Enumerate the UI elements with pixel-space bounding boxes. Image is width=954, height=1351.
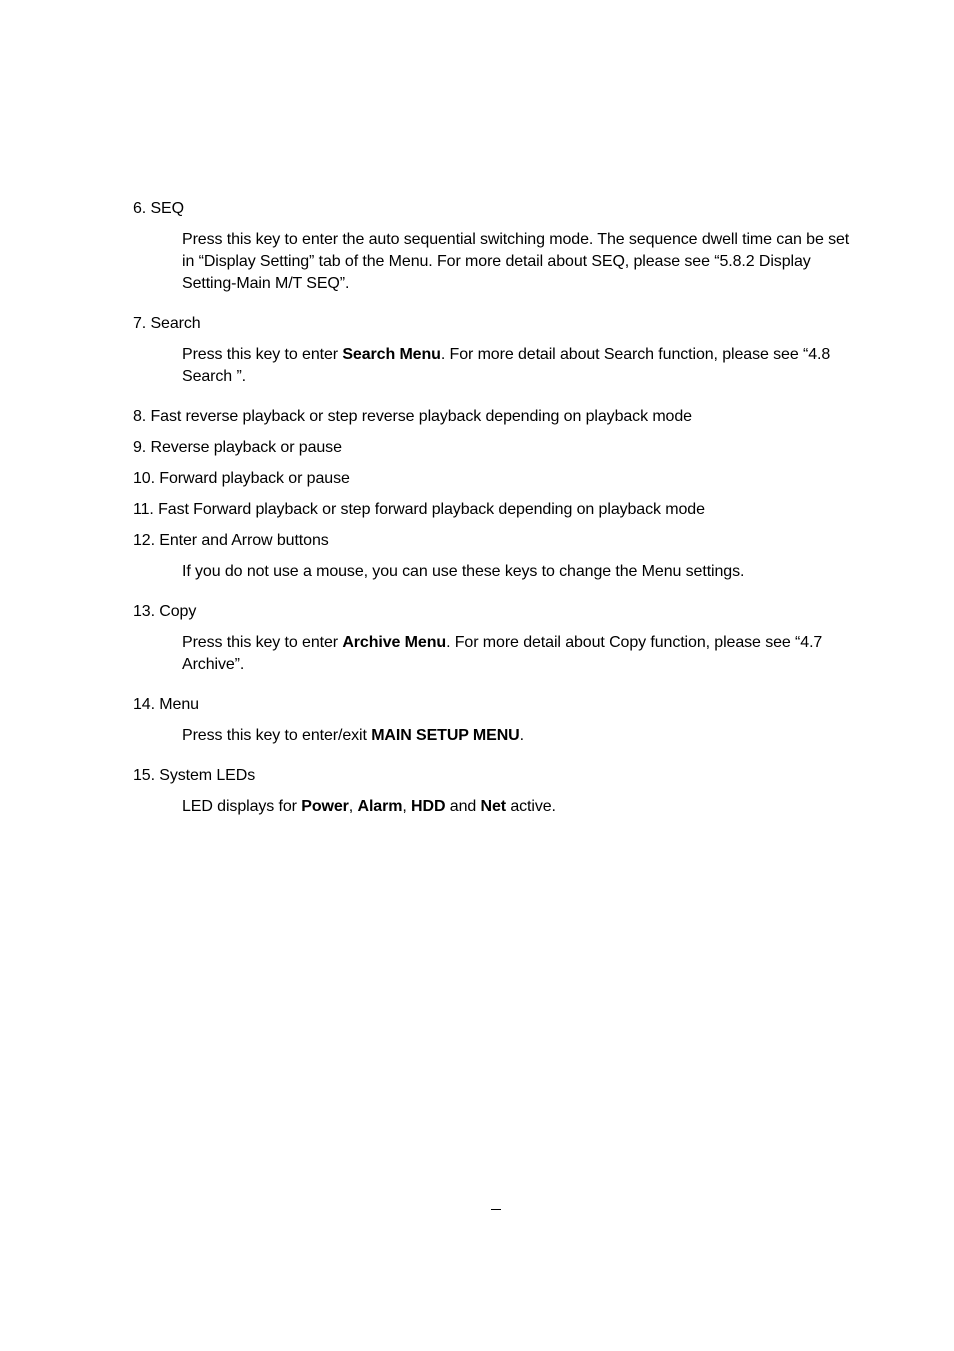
desc-text: Press this key to enter/exit — [182, 727, 372, 744]
item-heading: 6. SEQ — [133, 200, 184, 217]
list-item-seq — [133, 198, 853, 295]
item-description — [182, 632, 854, 676]
desc-bold-text: Power — [301, 798, 349, 815]
list-item-enter-arrow — [133, 530, 853, 583]
list-item-menu — [133, 694, 853, 747]
desc-text: LED displays for — [182, 798, 302, 815]
item-description — [182, 344, 854, 388]
desc-bold-text: Net — [480, 798, 506, 815]
item-heading: 15. System LEDs — [133, 767, 256, 784]
desc-text: Press this key to enter the auto sequential switching mode. The sequence dwell time can be set in “Display Setting” tab of the Menu. For more detail about SEQ, please see “5.8.2 Display Setting-Main M/T SEQ”. — [182, 231, 850, 292]
list-item-fast-forward — [133, 499, 853, 521]
desc-bold-text: Archive Menu — [342, 634, 447, 651]
desc-text: . For more detail about Search function, please see “4.8 Search ”. — [182, 346, 831, 385]
list-item-system-leds — [133, 765, 853, 818]
list-item-copy — [133, 601, 853, 676]
desc-text: , — [402, 798, 412, 815]
list-item-reverse — [133, 437, 853, 459]
page-footer-mark — [491, 1209, 501, 1210]
item-description — [182, 796, 854, 818]
item-heading: 7. Search — [133, 315, 201, 332]
item-heading: 11. Fast Forward playback or step forward playback depending on playback mode — [133, 501, 705, 518]
list-item-fast-reverse — [133, 406, 853, 428]
desc-text: Press this key to enter — [182, 634, 343, 651]
item-description — [182, 725, 854, 747]
item-description — [182, 561, 854, 583]
list-item-search — [133, 313, 853, 388]
desc-text: . For more detail about Copy function, please see “4.7 Archive”. — [182, 634, 823, 673]
key-list — [133, 198, 853, 836]
desc-bold-text: Alarm — [357, 798, 403, 815]
item-heading: 9. Reverse playback or pause — [133, 439, 342, 456]
desc-bold-text: Search Menu — [342, 346, 441, 363]
desc-text: , — [348, 798, 358, 815]
item-heading: 12. Enter and Arrow buttons — [133, 532, 329, 549]
desc-text: . — [519, 727, 524, 744]
desc-bold-text: MAIN SETUP MENU — [371, 727, 520, 744]
desc-text: active. — [506, 798, 556, 815]
desc-text: Press this key to enter — [182, 346, 343, 363]
desc-bold-text: HDD — [411, 798, 446, 815]
desc-text: If you do not use a mouse, you can use these keys to change the Menu settings. — [182, 563, 745, 580]
item-heading: 13. Copy — [133, 603, 197, 620]
item-heading: 8. Fast reverse playback or step reverse playback depending on playback mode — [133, 408, 692, 425]
desc-text: and — [445, 798, 481, 815]
list-item-forward — [133, 468, 853, 490]
item-heading: 10. Forward playback or pause — [133, 470, 350, 487]
item-description — [182, 229, 854, 295]
item-heading: 14. Menu — [133, 696, 199, 713]
